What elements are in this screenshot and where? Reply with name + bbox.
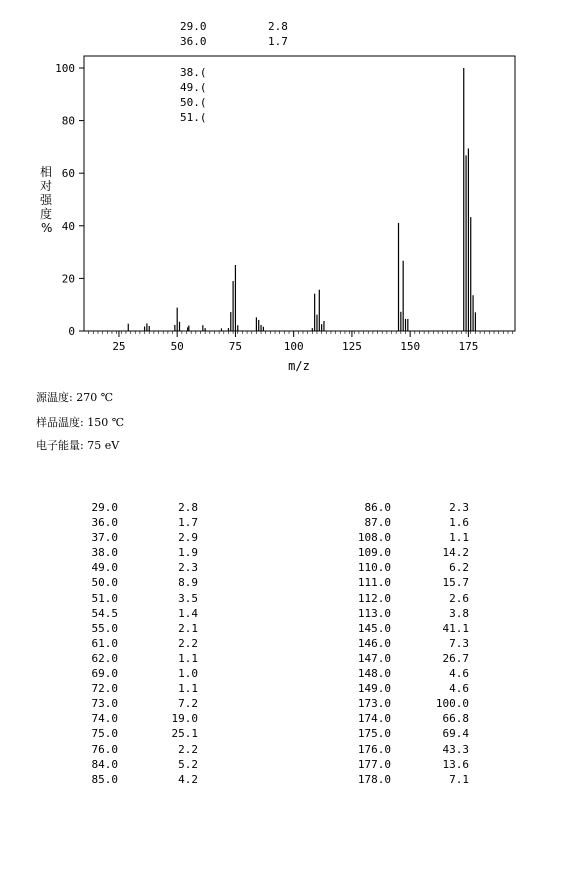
mz-cell: 51.0 [91,591,118,605]
intensity-cell: 2.2 [178,742,198,756]
mz-cell: 87.0 [364,516,391,530]
x-tick-label: 150 [400,340,421,353]
intensity-cell: 2.3 [178,561,198,575]
intensity-cell: 2.3 [449,501,469,514]
table-row [86,636,198,651]
mz-cell: 49.0 [91,561,118,575]
table-row [355,621,469,636]
intensity-cell: 1.7 [178,516,198,530]
intensity-cell: 2.9 [178,531,198,545]
source-temperature: 源温度: 270 ℃ [36,391,113,404]
table-row [86,621,198,636]
table-row [355,591,469,606]
x-tick-label: 50 [170,340,184,353]
mz-cell: 84.0 [91,757,118,771]
inset-mz-cut: 51.( [180,111,207,124]
table-row [355,666,469,681]
mz-cell: 75.0 [91,727,118,741]
mz-cell: 86.0 [364,501,391,514]
y-axis-ticks [55,62,84,338]
inset-mz-cut: 49.( [180,81,207,94]
y-tick-label: 60 [61,167,75,181]
table-row [355,500,469,515]
y-label-char: 强 [40,193,53,207]
mz-cell: 177.0 [357,757,391,771]
y-axis-label [40,164,56,235]
intensity-cell: 4.6 [449,667,469,681]
inset-mz-cut: 38.( [180,66,207,79]
mz-cell: 145.0 [357,621,391,635]
x-axis-label: m/z [288,359,310,373]
table-row [355,636,469,651]
mz-cell: 29.0 [91,501,118,514]
intensity-cell: 41.1 [442,621,469,635]
intensity-cell: 15.7 [442,576,469,590]
y-label-char: 度 [40,207,53,221]
table-row [86,726,198,741]
y-label-char: 对 [40,179,53,193]
inset-mz-cut: 50.( [180,96,207,109]
table-row [86,772,198,787]
mz-cell: 72.0 [91,682,118,696]
table-row [355,711,469,726]
mz-cell: 50.0 [91,576,118,590]
intensity-cell: 4.6 [449,682,469,696]
intensity-cell: 1.4 [178,606,198,620]
intensity-cell: 5.2 [178,757,198,771]
mz-cell: 108.0 [357,531,391,545]
electron-energy: 电子能量: 75 eV [36,439,120,452]
intensity-cell: 6.2 [449,561,469,575]
mz-cell: 110.0 [357,561,391,575]
intensity-cell: 1.1 [178,651,198,665]
mz-cell: 113.0 [357,606,391,620]
intensity-cell: 2.6 [449,591,469,605]
table-row [86,757,198,772]
intensity-cell: 1.1 [178,682,198,696]
y-label-char: 相 [40,165,53,179]
table-row [86,696,198,711]
mz-cell: 54.5 [91,606,118,620]
intensity-cell: 3.5 [178,591,198,605]
mz-cell: 112.0 [357,591,391,605]
table-row [86,742,198,757]
chart-inset-peak-list [180,20,288,124]
intensity-cell: 1.0 [178,667,198,681]
mz-cell: 85.0 [91,772,118,786]
table-row [355,606,469,621]
plot-frame [84,56,515,331]
intensity-cell: 100.0 [435,697,469,711]
y-tick-label: 100 [55,62,75,75]
y-tick-label: 20 [61,272,75,286]
intensity-cell: 2.8 [178,501,198,514]
mz-cell: 147.0 [357,651,391,665]
mass-spectrum-chart [0,0,570,380]
table-row [355,575,469,590]
table-row [355,681,469,696]
intensity-cell: 3.8 [449,606,469,620]
mz-cell: 36.0 [91,516,118,530]
inset-mz: 29.0 [180,20,207,33]
intensity-cell: 1.9 [178,546,198,560]
table-row [86,711,198,726]
intensity-cell: 7.1 [449,772,469,786]
table-row [86,591,198,606]
intensity-cell: 66.8 [442,712,469,726]
x-tick-label: 25 [112,340,126,353]
intensity-cell: 7.3 [449,636,469,650]
intensity-cell: 7.2 [178,697,198,711]
mz-cell: 61.0 [91,636,118,650]
table-row [86,560,198,575]
y-tick-label: 0 [68,325,75,338]
inset-intensity: 1.7 [268,35,288,48]
mz-cell: 174.0 [357,712,391,726]
table-row [355,530,469,545]
mz-cell: 148.0 [357,667,391,681]
table-row [86,575,198,590]
peak-table-right [355,500,469,787]
table-row [355,651,469,666]
x-tick-label: 75 [228,340,243,353]
table-row [86,666,198,681]
intensity-cell: 19.0 [171,712,198,726]
table-row [355,545,469,560]
x-axis-ticks [112,331,478,353]
intensity-cell: 69.4 [442,727,469,741]
intensity-cell: 1.1 [449,531,469,545]
intensity-cell: 2.1 [178,621,198,635]
table-row [355,742,469,757]
y-label-char: % [41,221,53,235]
table-row [86,681,198,696]
mz-cell: 149.0 [357,682,391,696]
inset-mz: 36.0 [180,35,207,48]
peak-table-left [86,500,198,787]
mz-cell: 73.0 [91,697,118,711]
intensity-cell: 2.2 [178,636,198,650]
x-tick-label: 125 [341,340,362,353]
mz-cell: 173.0 [357,697,391,711]
intensity-cell: 43.3 [442,742,469,756]
mz-cell: 146.0 [357,636,391,650]
y-tick-label: 80 [61,114,75,128]
intensity-cell: 26.7 [442,651,469,665]
mz-cell: 175.0 [357,727,391,741]
intensity-cell: 8.9 [178,576,198,590]
table-row [86,606,198,621]
mz-cell: 178.0 [357,772,391,786]
table-row [86,545,198,560]
mz-cell: 76.0 [91,742,118,756]
table-row [86,515,198,530]
table-row [355,515,469,530]
y-tick-label: 40 [61,219,75,233]
x-tick-label: 100 [283,340,304,353]
table-row [86,500,198,515]
mz-cell: 38.0 [91,546,118,560]
sample-temperature: 样品温度: 150 ℃ [36,416,124,429]
table-row [86,651,198,666]
intensity-cell: 25.1 [171,727,198,741]
table-row [86,530,198,545]
mz-cell: 111.0 [357,576,391,590]
inset-intensity: 2.8 [268,20,288,33]
x-tick-label: 175 [458,340,479,353]
table-row [355,757,469,772]
mz-cell: 37.0 [91,531,118,545]
mz-cell: 74.0 [91,712,118,726]
table-row [355,726,469,741]
intensity-cell: 14.2 [442,546,469,560]
intensity-cell: 4.2 [178,772,198,786]
table-row [355,772,469,787]
table-row [355,696,469,711]
mz-cell: 62.0 [91,651,118,665]
intensity-cell: 1.6 [449,516,469,530]
mz-cell: 69.0 [91,667,118,681]
mz-cell: 176.0 [357,742,391,756]
mz-cell: 109.0 [357,546,391,560]
intensity-cell: 13.6 [442,757,469,771]
table-row [355,560,469,575]
mz-cell: 55.0 [91,621,118,635]
